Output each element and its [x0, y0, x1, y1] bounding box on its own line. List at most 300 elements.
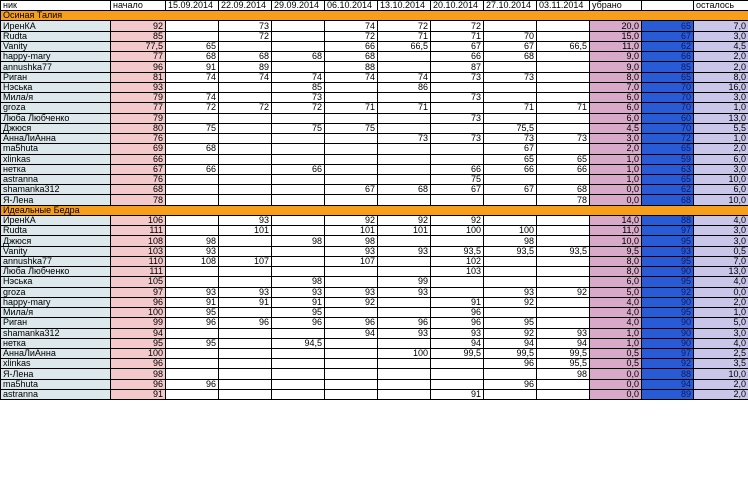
cell-w2[interactable]: 93: [219, 215, 272, 225]
cell-start[interactable]: 77: [111, 52, 166, 62]
cell-w5[interactable]: 68: [378, 185, 431, 195]
cell-w5[interactable]: [378, 144, 431, 154]
cell-w3[interactable]: 85: [272, 82, 325, 92]
cell-start[interactable]: 96: [111, 359, 166, 369]
cell-w5[interactable]: [378, 379, 431, 389]
cell-w6[interactable]: [431, 277, 484, 287]
cell-nick[interactable]: Я-Лена: [1, 369, 111, 379]
cell-want[interactable]: 65: [642, 174, 694, 184]
cell-removed[interactable]: 7,0: [590, 82, 642, 92]
cell-left[interactable]: 1,0: [694, 103, 748, 113]
cell-nick[interactable]: Риган: [1, 318, 111, 328]
cell-removed[interactable]: 20,0: [590, 21, 642, 31]
cell-nick[interactable]: astranna: [1, 389, 111, 399]
cell-w7[interactable]: 71: [484, 103, 537, 113]
cell-w8[interactable]: [537, 277, 590, 287]
cell-w3[interactable]: [272, 328, 325, 338]
cell-want[interactable]: 95: [642, 256, 694, 266]
cell-removed[interactable]: 11,0: [590, 226, 642, 236]
cell-left[interactable]: 2,0: [694, 297, 748, 307]
cell-w4[interactable]: 96: [325, 318, 378, 328]
cell-w2[interactable]: [219, 164, 272, 174]
cell-want[interactable]: 88: [642, 215, 694, 225]
cell-w3[interactable]: [272, 41, 325, 51]
cell-left[interactable]: 10,0: [694, 174, 748, 184]
cell-removed[interactable]: 2,0: [590, 144, 642, 154]
cell-w2[interactable]: [219, 236, 272, 246]
cell-want[interactable]: 68: [642, 195, 694, 205]
cell-w6[interactable]: 73: [431, 93, 484, 103]
cell-w4[interactable]: 68: [325, 52, 378, 62]
cell-w4[interactable]: 88: [325, 62, 378, 72]
cell-w6[interactable]: 87: [431, 62, 484, 72]
cell-want[interactable]: 97: [642, 348, 694, 358]
cell-w5[interactable]: [378, 359, 431, 369]
cell-left[interactable]: 10,0: [694, 195, 748, 205]
cell-w7[interactable]: 67: [484, 144, 537, 154]
cell-w7[interactable]: 68: [484, 52, 537, 62]
cell-removed[interactable]: 9,5: [590, 246, 642, 256]
cell-start[interactable]: 81: [111, 72, 166, 82]
cell-nick[interactable]: groza: [1, 287, 111, 297]
cell-w3[interactable]: 75: [272, 123, 325, 133]
cell-w5[interactable]: [378, 93, 431, 103]
cell-w8[interactable]: [537, 82, 590, 92]
cell-w6[interactable]: 93,5: [431, 246, 484, 256]
cell-start[interactable]: 111: [111, 226, 166, 236]
cell-w2[interactable]: [219, 174, 272, 184]
cell-start[interactable]: 91: [111, 389, 166, 399]
cell-w4[interactable]: 94: [325, 328, 378, 338]
cell-w1[interactable]: [166, 389, 219, 399]
cell-start[interactable]: 111: [111, 267, 166, 277]
cell-w5[interactable]: 71: [378, 31, 431, 41]
cell-w1[interactable]: 95: [166, 308, 219, 318]
cell-w1[interactable]: 75: [166, 123, 219, 133]
cell-want[interactable]: 92: [642, 359, 694, 369]
cell-removed[interactable]: 4,0: [590, 308, 642, 318]
cell-w4[interactable]: 67: [325, 185, 378, 195]
cell-w6[interactable]: 66: [431, 164, 484, 174]
cell-left[interactable]: 16,0: [694, 82, 748, 92]
cell-w2[interactable]: [219, 369, 272, 379]
cell-w2[interactable]: 91: [219, 297, 272, 307]
cell-nick[interactable]: astranna: [1, 174, 111, 184]
cell-left[interactable]: 3,5: [694, 359, 748, 369]
cell-w8[interactable]: 68: [537, 185, 590, 195]
cell-w7[interactable]: 100: [484, 226, 537, 236]
cell-w2[interactable]: [219, 185, 272, 195]
cell-w8[interactable]: 92: [537, 287, 590, 297]
cell-removed[interactable]: 6,0: [590, 93, 642, 103]
header-cell-w2[interactable]: 22.09.2014: [219, 1, 272, 11]
cell-left[interactable]: 2,0: [694, 144, 748, 154]
cell-want[interactable]: 70: [642, 82, 694, 92]
cell-nick[interactable]: нетка: [1, 164, 111, 174]
cell-w1[interactable]: [166, 369, 219, 379]
cell-w5[interactable]: [378, 154, 431, 164]
cell-w1[interactable]: 98: [166, 236, 219, 246]
cell-w8[interactable]: 71: [537, 103, 590, 113]
cell-want[interactable]: 94: [642, 379, 694, 389]
cell-w8[interactable]: 94: [537, 338, 590, 348]
cell-start[interactable]: 80: [111, 123, 166, 133]
cell-w7[interactable]: 98: [484, 236, 537, 246]
cell-w7[interactable]: 66: [484, 164, 537, 174]
cell-w7[interactable]: [484, 267, 537, 277]
cell-left[interactable]: 3,0: [694, 31, 748, 41]
cell-left[interactable]: 10,0: [694, 369, 748, 379]
cell-w4[interactable]: [325, 359, 378, 369]
cell-w5[interactable]: 99: [378, 277, 431, 287]
cell-start[interactable]: 106: [111, 215, 166, 225]
cell-w2[interactable]: [219, 82, 272, 92]
cell-w5[interactable]: [378, 267, 431, 277]
cell-w1[interactable]: [166, 154, 219, 164]
cell-left[interactable]: 13,0: [694, 113, 748, 123]
cell-w7[interactable]: 92: [484, 297, 537, 307]
cell-want[interactable]: 97: [642, 226, 694, 236]
cell-start[interactable]: 99: [111, 318, 166, 328]
cell-removed[interactable]: 5,0: [590, 287, 642, 297]
cell-w7[interactable]: 94: [484, 338, 537, 348]
cell-removed[interactable]: 1,0: [590, 154, 642, 164]
header-cell-want[interactable]: хочется: [642, 1, 694, 11]
cell-w8[interactable]: [537, 113, 590, 123]
cell-w2[interactable]: 101: [219, 226, 272, 236]
cell-want[interactable]: 85: [642, 62, 694, 72]
cell-w4[interactable]: [325, 277, 378, 287]
cell-w2[interactable]: [219, 348, 272, 358]
cell-want[interactable]: 60: [642, 113, 694, 123]
cell-w1[interactable]: [166, 348, 219, 358]
cell-w5[interactable]: [378, 164, 431, 174]
cell-w6[interactable]: 100: [431, 226, 484, 236]
cell-nick[interactable]: ИренКА: [1, 215, 111, 225]
cell-w6[interactable]: 75: [431, 174, 484, 184]
header-cell-nick[interactable]: ник: [1, 1, 111, 11]
cell-w5[interactable]: [378, 113, 431, 123]
header-cell-w1[interactable]: 15.09.2014: [166, 1, 219, 11]
cell-want[interactable]: 93: [642, 246, 694, 256]
cell-start[interactable]: 78: [111, 195, 166, 205]
cell-w4[interactable]: 101: [325, 226, 378, 236]
cell-start[interactable]: 79: [111, 93, 166, 103]
cell-want[interactable]: 95: [642, 277, 694, 287]
cell-left[interactable]: 3,0: [694, 164, 748, 174]
cell-w8[interactable]: [537, 236, 590, 246]
cell-w2[interactable]: 73: [219, 21, 272, 31]
cell-nick[interactable]: Нэська: [1, 82, 111, 92]
cell-w6[interactable]: [431, 123, 484, 133]
cell-w4[interactable]: [325, 308, 378, 318]
cell-w3[interactable]: [272, 113, 325, 123]
cell-left[interactable]: 3,0: [694, 93, 748, 103]
cell-start[interactable]: 67: [111, 164, 166, 174]
cell-want[interactable]: 90: [642, 267, 694, 277]
cell-left[interactable]: 7,0: [694, 256, 748, 266]
cell-w1[interactable]: 96: [166, 379, 219, 389]
cell-start[interactable]: 92: [111, 21, 166, 31]
cell-nick[interactable]: Rudta: [1, 226, 111, 236]
cell-w8[interactable]: [537, 389, 590, 399]
cell-w7[interactable]: 93: [484, 287, 537, 297]
cell-w3[interactable]: [272, 246, 325, 256]
cell-w3[interactable]: 96: [272, 318, 325, 328]
header-cell-removed[interactable]: убрано: [590, 1, 642, 11]
cell-start[interactable]: 94: [111, 328, 166, 338]
cell-w8[interactable]: [537, 215, 590, 225]
cell-w6[interactable]: 91: [431, 297, 484, 307]
cell-w1[interactable]: 93: [166, 287, 219, 297]
cell-w3[interactable]: [272, 369, 325, 379]
cell-w7[interactable]: 96: [484, 379, 537, 389]
cell-w7[interactable]: 73: [484, 134, 537, 144]
cell-want[interactable]: 65: [642, 21, 694, 31]
cell-nick[interactable]: Vanity: [1, 41, 111, 51]
cell-w1[interactable]: [166, 21, 219, 31]
cell-w7[interactable]: 93,5: [484, 246, 537, 256]
cell-w2[interactable]: 72: [219, 103, 272, 113]
cell-w4[interactable]: 71: [325, 103, 378, 113]
cell-want[interactable]: 95: [642, 236, 694, 246]
cell-w8[interactable]: 78: [537, 195, 590, 205]
cell-w5[interactable]: 71: [378, 103, 431, 113]
cell-w4[interactable]: [325, 154, 378, 164]
cell-w1[interactable]: 65: [166, 41, 219, 51]
cell-w8[interactable]: 99,5: [537, 348, 590, 358]
cell-nick[interactable]: ИренКА: [1, 21, 111, 31]
cell-want[interactable]: 67: [642, 31, 694, 41]
cell-removed[interactable]: 1,0: [590, 338, 642, 348]
cell-w4[interactable]: [325, 195, 378, 205]
cell-nick[interactable]: Я-Лена: [1, 195, 111, 205]
cell-w5[interactable]: 66,5: [378, 41, 431, 51]
cell-start[interactable]: 110: [111, 256, 166, 266]
cell-w6[interactable]: 66: [431, 52, 484, 62]
cell-left[interactable]: 2,0: [694, 62, 748, 72]
cell-left[interactable]: 3,0: [694, 236, 748, 246]
cell-removed[interactable]: 10,0: [590, 236, 642, 246]
cell-start[interactable]: 69: [111, 144, 166, 154]
cell-want[interactable]: 70: [642, 103, 694, 113]
cell-start[interactable]: 66: [111, 154, 166, 164]
cell-nick[interactable]: Мила/я: [1, 308, 111, 318]
header-cell-left[interactable]: осталось: [694, 1, 748, 11]
cell-nick[interactable]: Джюся: [1, 236, 111, 246]
cell-w2[interactable]: 74: [219, 72, 272, 82]
cell-w2[interactable]: [219, 338, 272, 348]
cell-w2[interactable]: [219, 267, 272, 277]
cell-w1[interactable]: [166, 113, 219, 123]
cell-start[interactable]: 77,5: [111, 41, 166, 51]
cell-w5[interactable]: 74: [378, 72, 431, 82]
cell-w7[interactable]: [484, 82, 537, 92]
cell-w8[interactable]: [537, 308, 590, 318]
cell-w7[interactable]: 92: [484, 328, 537, 338]
cell-start[interactable]: 105: [111, 277, 166, 287]
cell-nick[interactable]: happy-mary: [1, 52, 111, 62]
cell-w1[interactable]: [166, 215, 219, 225]
cell-nick[interactable]: Люба Любченко: [1, 267, 111, 277]
cell-start[interactable]: 85: [111, 31, 166, 41]
cell-w3[interactable]: 72: [272, 103, 325, 113]
cell-w6[interactable]: [431, 195, 484, 205]
cell-w2[interactable]: [219, 144, 272, 154]
cell-start[interactable]: 108: [111, 236, 166, 246]
cell-start[interactable]: 97: [111, 287, 166, 297]
cell-left[interactable]: 4,0: [694, 277, 748, 287]
cell-w8[interactable]: [537, 379, 590, 389]
cell-w3[interactable]: [272, 31, 325, 41]
cell-nick[interactable]: shamanka312: [1, 185, 111, 195]
cell-removed[interactable]: 4,0: [590, 297, 642, 307]
cell-w4[interactable]: [325, 348, 378, 358]
cell-w6[interactable]: [431, 144, 484, 154]
cell-w8[interactable]: [537, 318, 590, 328]
cell-start[interactable]: 96: [111, 379, 166, 389]
cell-want[interactable]: 88: [642, 369, 694, 379]
cell-w3[interactable]: 98: [272, 236, 325, 246]
cell-want[interactable]: 89: [642, 389, 694, 399]
cell-w4[interactable]: [325, 174, 378, 184]
cell-w4[interactable]: 66: [325, 41, 378, 51]
cell-w7[interactable]: [484, 113, 537, 123]
cell-w2[interactable]: [219, 379, 272, 389]
cell-w8[interactable]: 65: [537, 154, 590, 164]
cell-w4[interactable]: [325, 113, 378, 123]
cell-w3[interactable]: 74: [272, 72, 325, 82]
cell-w3[interactable]: 68: [272, 52, 325, 62]
cell-w5[interactable]: [378, 236, 431, 246]
cell-w3[interactable]: 66: [272, 164, 325, 174]
cell-nick[interactable]: annushka77: [1, 256, 111, 266]
cell-want[interactable]: 72: [642, 134, 694, 144]
cell-w3[interactable]: [272, 144, 325, 154]
cell-left[interactable]: 5,5: [694, 123, 748, 133]
cell-w6[interactable]: 73: [431, 113, 484, 123]
cell-left[interactable]: 4,5: [694, 41, 748, 51]
cell-w2[interactable]: 72: [219, 31, 272, 41]
cell-w6[interactable]: [431, 359, 484, 369]
cell-w7[interactable]: [484, 256, 537, 266]
cell-w1[interactable]: [166, 195, 219, 205]
cell-w7[interactable]: 67: [484, 41, 537, 51]
cell-w5[interactable]: [378, 123, 431, 133]
cell-w3[interactable]: [272, 379, 325, 389]
cell-start[interactable]: 76: [111, 134, 166, 144]
cell-removed[interactable]: 0,5: [590, 348, 642, 358]
cell-removed[interactable]: 0,0: [590, 185, 642, 195]
cell-w7[interactable]: [484, 308, 537, 318]
cell-w2[interactable]: [219, 41, 272, 51]
cell-w7[interactable]: [484, 277, 537, 287]
cell-want[interactable]: 65: [642, 72, 694, 82]
cell-w8[interactable]: 66,5: [537, 41, 590, 51]
cell-nick[interactable]: groza: [1, 103, 111, 113]
cell-w6[interactable]: 67: [431, 41, 484, 51]
cell-w5[interactable]: [378, 297, 431, 307]
cell-w3[interactable]: [272, 195, 325, 205]
cell-nick[interactable]: Риган: [1, 72, 111, 82]
cell-w4[interactable]: 93: [325, 287, 378, 297]
cell-removed[interactable]: 0,0: [590, 389, 642, 399]
cell-w5[interactable]: [378, 369, 431, 379]
group-title[interactable]: Идеальные Бедра: [1, 205, 748, 215]
cell-removed[interactable]: 0,5: [590, 359, 642, 369]
cell-w3[interactable]: [272, 21, 325, 31]
cell-w8[interactable]: 93: [537, 328, 590, 338]
cell-want[interactable]: 65: [642, 144, 694, 154]
cell-w5[interactable]: [378, 256, 431, 266]
cell-w4[interactable]: [325, 164, 378, 174]
cell-w1[interactable]: 91: [166, 62, 219, 72]
cell-w4[interactable]: [325, 369, 378, 379]
cell-w5[interactable]: [378, 62, 431, 72]
cell-w4[interactable]: [325, 144, 378, 154]
cell-left[interactable]: 2,0: [694, 52, 748, 62]
cell-w7[interactable]: [484, 389, 537, 399]
cell-removed[interactable]: 8,0: [590, 256, 642, 266]
cell-w2[interactable]: [219, 359, 272, 369]
cell-nick[interactable]: Нэська: [1, 277, 111, 287]
cell-w7[interactable]: [484, 21, 537, 31]
cell-removed[interactable]: 6,0: [590, 113, 642, 123]
cell-w6[interactable]: [431, 379, 484, 389]
cell-w5[interactable]: [378, 389, 431, 399]
cell-w6[interactable]: 71: [431, 31, 484, 41]
cell-left[interactable]: 1,0: [694, 134, 748, 144]
cell-start[interactable]: 103: [111, 246, 166, 256]
cell-removed[interactable]: 6,0: [590, 103, 642, 113]
cell-nick[interactable]: ma5huta: [1, 379, 111, 389]
cell-w6[interactable]: 99,5: [431, 348, 484, 358]
cell-w2[interactable]: [219, 113, 272, 123]
cell-left[interactable]: 2,5: [694, 348, 748, 358]
cell-nick[interactable]: annushka77: [1, 62, 111, 72]
cell-w3[interactable]: [272, 185, 325, 195]
cell-w7[interactable]: 75,5: [484, 123, 537, 133]
cell-w4[interactable]: [325, 389, 378, 399]
cell-w6[interactable]: 72: [431, 21, 484, 31]
cell-w3[interactable]: 98: [272, 277, 325, 287]
cell-w5[interactable]: [378, 195, 431, 205]
cell-w1[interactable]: 95: [166, 338, 219, 348]
cell-w8[interactable]: [537, 52, 590, 62]
cell-w5[interactable]: 93: [378, 328, 431, 338]
cell-w4[interactable]: [325, 338, 378, 348]
cell-nick[interactable]: shamanka312: [1, 328, 111, 338]
header-cell-w5[interactable]: 13.10.2014: [378, 1, 431, 11]
cell-removed[interactable]: 11,0: [590, 41, 642, 51]
cell-removed[interactable]: 0,0: [590, 379, 642, 389]
cell-w1[interactable]: 74: [166, 93, 219, 103]
cell-start[interactable]: 100: [111, 348, 166, 358]
cell-w5[interactable]: 86: [378, 82, 431, 92]
cell-start[interactable]: 96: [111, 62, 166, 72]
cell-w8[interactable]: [537, 21, 590, 31]
cell-removed[interactable]: 9,0: [590, 62, 642, 72]
cell-removed[interactable]: 1,0: [590, 328, 642, 338]
cell-w2[interactable]: [219, 93, 272, 103]
cell-w4[interactable]: [325, 379, 378, 389]
cell-removed[interactable]: 14,0: [590, 215, 642, 225]
cell-w7[interactable]: [484, 369, 537, 379]
cell-left[interactable]: 1,0: [694, 308, 748, 318]
cell-w6[interactable]: 73: [431, 72, 484, 82]
cell-w5[interactable]: [378, 308, 431, 318]
cell-w1[interactable]: 91: [166, 297, 219, 307]
